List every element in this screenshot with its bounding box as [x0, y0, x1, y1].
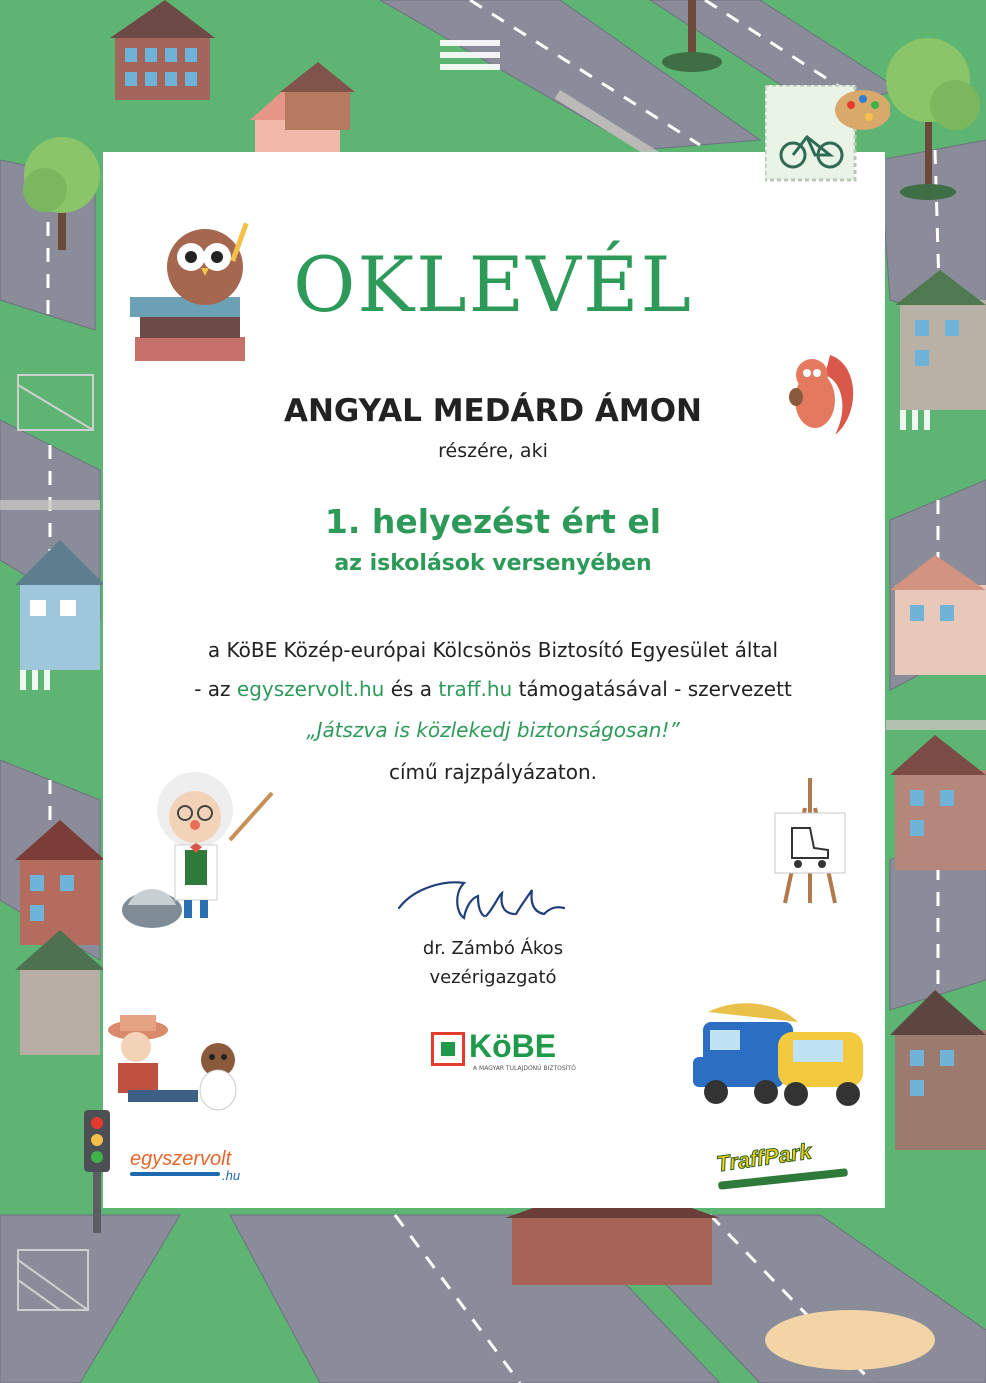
boy-with-dog-illustration: [98, 1005, 258, 1115]
contest-type: című rajzpályázaton.: [388, 760, 598, 784]
support-line-and: és a: [384, 677, 439, 701]
signature: [394, 868, 574, 928]
professor-illustration: [110, 765, 280, 930]
easel-skate-illustration: [770, 778, 850, 908]
support-line-prefix: - az: [194, 677, 237, 701]
recipient-suffix: részére, aki: [438, 440, 548, 462]
organizer-line: a KöBE Közép-európai Kölcsönös Biztosító Egyesület által: [207, 638, 779, 662]
cars-illustration: [688, 1002, 873, 1112]
contest-title: „Játszva is közlekedj biztonságosan!”: [306, 718, 680, 742]
traffpark-logo-text: TraffPark: [714, 1138, 814, 1177]
kobe-mark-icon: [431, 1032, 465, 1066]
egyszervolt-link[interactable]: egyszervolt.hu: [236, 677, 385, 701]
traff-link[interactable]: traff.hu: [438, 677, 513, 701]
signer-role: vezérigazgató: [429, 967, 557, 988]
egyszervolt-logo-text: egyszervolt: [130, 1148, 232, 1170]
traffic-light-illustration: [82, 1108, 112, 1233]
stamp-bike-palette: [765, 85, 890, 215]
egyszervolt-logo: [130, 1148, 290, 1188]
egyszervolt-underline: [130, 1172, 220, 1176]
kobe-logo-text: KöBE: [469, 1028, 557, 1064]
traffpark-logo: [712, 1138, 852, 1191]
certificate-title: OKLEVÉL: [293, 240, 693, 329]
sandbox: [765, 1310, 935, 1370]
egyszervolt-logo-suffix: .hu: [222, 1168, 241, 1183]
recipient-name: ANGYAL MEDÁRD ÁMON: [283, 393, 702, 429]
support-line-suffix: támogatásával - szervezett: [512, 677, 792, 701]
achievement: 1. helyezést ért el: [324, 502, 662, 541]
kobe-logo: [431, 1028, 576, 1076]
support-line: [0, 677, 986, 701]
signer-name: dr. Zámbó Ákos: [422, 938, 564, 959]
competition: az iskolások versenyében: [334, 551, 652, 576]
kobe-logo-subtitle: A MAGYAR TULAJDONÚ BIZTOSÍTÓ: [473, 1065, 576, 1072]
